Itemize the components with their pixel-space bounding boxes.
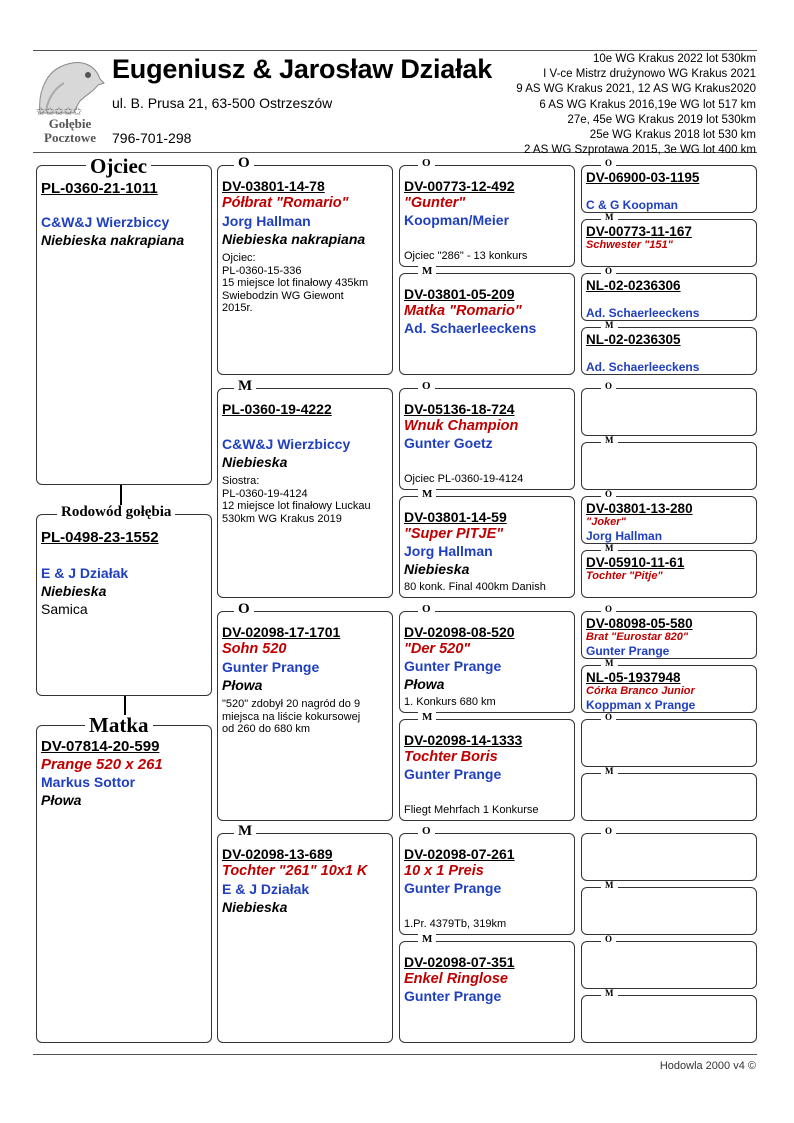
gen4-box[interactable]	[581, 665, 757, 713]
gen3-note: Ojciec PL-0360-19-4124	[404, 473, 524, 485]
achievement-line: 25e WG Krakus 2018 lot 530 km	[589, 129, 756, 142]
gen3-breeder: Gunter Prange	[404, 880, 502, 896]
mother-label: Matka	[85, 715, 153, 736]
gen2-name: Sohn 520	[222, 641, 287, 657]
svg-text:✩✩✩✩✩: ✩✩✩✩✩	[36, 105, 83, 117]
gen4-label: O	[601, 713, 616, 722]
gen2-label: M	[234, 824, 256, 839]
father-label: Ojciec	[86, 156, 151, 177]
mother-name: Prange 520 x 261	[41, 756, 163, 773]
gen4-label: M	[601, 544, 618, 553]
gen3-name: Tochter Boris	[404, 749, 498, 765]
gen3-box[interactable]	[399, 273, 575, 375]
gen4-box[interactable]	[581, 941, 757, 989]
father-breeder: C&W&J Wierzbiccy	[41, 214, 170, 230]
gen2-color: Niebieska	[222, 899, 288, 915]
gen2-breeder: E & J Działak	[222, 881, 310, 897]
mother-ring: DV-07814-20-599	[41, 738, 160, 755]
gen3-box[interactable]	[399, 496, 575, 598]
gen4-ring: NL-05-1937948	[586, 670, 681, 685]
gen3-label: O	[418, 158, 435, 169]
subject-breeder: E & J Działak	[41, 565, 129, 581]
gen4-box[interactable]	[581, 165, 757, 213]
gen4-label: M	[601, 989, 618, 998]
breeder-title: Eugeniusz & Jarosław Działak	[112, 54, 493, 84]
gen3-name: Wnuk Champion	[404, 418, 519, 434]
top-rule	[33, 50, 757, 51]
gen4-label: M	[601, 213, 618, 222]
gen3-name: Enkel Ringlose	[404, 971, 508, 987]
gen4-label: M	[601, 881, 618, 890]
gen3-breeder: Jorg Hallman	[404, 543, 493, 559]
gen3-note: 1.Pr. 4379Tb, 319km	[404, 918, 507, 930]
gen3-label: M	[418, 266, 436, 277]
gen3-box[interactable]	[399, 611, 575, 713]
gen3-ring: DV-03801-14-59	[404, 509, 507, 525]
gen3-color: Płowa	[404, 676, 445, 692]
gen3-breeder: Koopman/Meier	[404, 212, 510, 228]
gen4-breeder: Ad. Schaerleeckens	[586, 360, 700, 374]
subject-color: Niebieska	[41, 583, 107, 599]
footer-credit: Hodowla 2000 v4 ©	[659, 1060, 756, 1072]
gen3-breeder: Gunter Goetz	[404, 435, 493, 451]
gen3-name: "Super PITJE"	[404, 526, 504, 542]
gen4-label: O	[601, 382, 616, 391]
gen4-breeder: Gunter Prange	[586, 644, 670, 658]
gen4-label: M	[601, 659, 618, 668]
gen3-box[interactable]	[399, 388, 575, 490]
gen2-breeder: Jorg Hallman	[222, 213, 311, 229]
gen2-note: "520" zdobył 20 nagród do 9 miejsca na liście kokursowej od 260 do 680 km	[222, 698, 361, 735]
gen2-label: M	[234, 379, 256, 394]
achievement-line: 10e WG Krakus 2022 lot 530km	[593, 53, 756, 65]
gen4-breeder: C & G Koopman	[586, 198, 678, 212]
gen2-ring: DV-03801-14-78	[222, 178, 325, 194]
gen3-box[interactable]	[399, 941, 575, 1043]
gen2-color: Płowa	[222, 677, 263, 693]
gen3-ring: DV-02098-07-351	[404, 954, 515, 970]
gen4-name: Córka Branco Junior	[586, 685, 695, 697]
father-box[interactable]	[36, 165, 212, 485]
gen3-name: "Der 520"	[404, 641, 471, 657]
gen4-ring: DV-00773-11-167	[586, 224, 692, 239]
achievement-line: I V-ce Mistrz drużynowo WG Krakus 2021	[543, 68, 756, 81]
gen2-breeder: C&W&J Wierzbiccy	[222, 436, 351, 452]
gen3-breeder: Ad. Schaerleeckens	[404, 320, 537, 336]
gen4-name: Brat "Eurostar 820"	[586, 631, 689, 643]
gen2-box[interactable]	[217, 611, 393, 821]
gen2-name: Tochter "261" 10x1 K	[222, 863, 368, 879]
gen2-box[interactable]	[217, 165, 393, 375]
gen3-note: 80 konk. Final 400km Danish	[404, 581, 546, 593]
gen4-box[interactable]	[581, 442, 757, 490]
gen3-label: O	[418, 826, 435, 837]
gen4-box[interactable]	[581, 550, 757, 598]
pigeon-logo	[34, 55, 106, 147]
gen2-label: O	[234, 602, 254, 617]
gen4-ring: DV-05910-11-61	[586, 555, 685, 570]
gen3-box[interactable]	[399, 165, 575, 267]
gen3-ring: DV-03801-05-209	[404, 286, 515, 302]
gen4-name: Schwester "151"	[586, 239, 673, 251]
subject-ring: PL-0498-23-1552	[41, 529, 159, 546]
gen4-box[interactable]	[581, 719, 757, 767]
gen4-box[interactable]	[581, 496, 757, 544]
gen4-name: Tochter "Pitje"	[586, 570, 663, 582]
gen2-name: Półbrat "Romario"	[222, 195, 349, 211]
gen2-box[interactable]	[217, 833, 393, 1043]
gen3-name: Matka "Romario"	[404, 303, 522, 319]
achievements-list	[516, 52, 756, 158]
achievement-line: 6 AS WG Krakus 2016,19e WG lot 517 km	[539, 98, 756, 111]
gen3-name: "Gunter"	[404, 195, 466, 211]
gen4-ring: DV-08098-05-580	[586, 616, 693, 631]
gen4-box[interactable]	[581, 887, 757, 935]
gen3-label: O	[418, 381, 435, 392]
mother-breeder: Markus Sottor	[41, 774, 136, 790]
gen4-breeder: Ad. Schaerleeckens	[586, 306, 700, 320]
gen2-note: Ojciec: PL-0360-15-336 15 miejsce lot finałowy 435km Swiebodzin WG Giewont 2015r.	[222, 252, 369, 314]
gen2-note: Siostra: PL-0360-19-4124 12 miejsce lot finałowy Luckau 530km WG Krakus 2019	[222, 475, 371, 525]
gen4-label: O	[601, 935, 616, 944]
gen4-label: M	[601, 767, 618, 776]
connector-line	[120, 484, 122, 506]
mother-box[interactable]	[36, 725, 212, 1043]
subject-label: Rodowód gołębia	[57, 505, 175, 520]
gen3-ring: DV-00773-12-492	[404, 178, 515, 194]
pigeon-head-icon	[34, 55, 106, 117]
gen3-label: M	[418, 489, 436, 500]
gen4-breeder: Koppman x Prange	[586, 698, 696, 712]
gen3-label: M	[418, 712, 436, 723]
gen3-label: M	[418, 934, 436, 945]
gen3-ring: DV-02098-07-261	[404, 846, 515, 862]
gen3-breeder: Gunter Prange	[404, 988, 502, 1004]
gen3-breeder: Gunter Prange	[404, 658, 502, 674]
gen3-label: O	[418, 604, 435, 615]
subject-box[interactable]	[36, 514, 212, 696]
gen4-ring: NL-02-0236305	[586, 332, 681, 347]
gen4-ring: NL-02-0236306	[586, 278, 681, 293]
gen3-ring: DV-02098-08-520	[404, 624, 515, 640]
gen3-note: Fliegt Mehrfach 1 Konkurse	[404, 804, 539, 816]
gen4-box[interactable]	[581, 773, 757, 821]
gen4-box[interactable]	[581, 833, 757, 881]
gen3-color: Niebieska	[404, 561, 470, 577]
breeder-phone: 796-701-298	[112, 130, 192, 146]
gen2-ring: PL-0360-19-4222	[222, 401, 332, 417]
gen2-ring: DV-02098-13-689	[222, 846, 333, 862]
gen4-box[interactable]	[581, 611, 757, 659]
gen2-label: O	[234, 156, 254, 171]
gen4-label: O	[601, 159, 616, 168]
gen4-label: M	[601, 321, 618, 330]
gen4-breeder: Jorg Hallman	[586, 529, 663, 543]
mother-color: Płowa	[41, 792, 82, 808]
logo-brand-text: Gołębie Pocztowe	[44, 116, 96, 145]
gen2-breeder: Gunter Prange	[222, 659, 320, 675]
subject-sex: Samica	[41, 601, 88, 617]
gen4-label: O	[601, 605, 616, 614]
gen3-box[interactable]	[399, 719, 575, 821]
gen2-ring: DV-02098-17-1701	[222, 624, 341, 640]
achievement-line: 2 AS WG Szprotawa 2015, 3e WG lot 400 km	[523, 144, 756, 157]
gen2-color: Niebieska	[222, 454, 288, 470]
gen4-label: O	[601, 827, 616, 836]
gen4-box[interactable]	[581, 219, 757, 267]
gen2-color: Niebieska nakrapiana	[222, 231, 366, 247]
gen3-box[interactable]	[399, 833, 575, 935]
father-ring: PL-0360-21-1011	[41, 180, 158, 197]
father-color: Niebieska nakrapiana	[41, 232, 185, 248]
gen4-label: O	[601, 267, 616, 276]
gen3-ring: DV-05136-18-724	[404, 401, 515, 417]
gen4-label: M	[601, 436, 618, 445]
gen3-note: 1. Konkurs 680 km	[404, 696, 496, 708]
breeder-address: ul. B. Prusa 21, 63-500 Ostrzeszów	[112, 95, 333, 111]
gen4-box[interactable]	[581, 327, 757, 375]
gen2-box[interactable]	[217, 388, 393, 598]
gen4-label: O	[601, 490, 616, 499]
gen3-name: 10 x 1 Preis	[404, 863, 484, 879]
gen4-ring: DV-06900-03-1195	[586, 170, 700, 185]
gen3-breeder: Gunter Prange	[404, 766, 502, 782]
gen4-ring: DV-03801-13-280	[586, 501, 693, 516]
gen3-ring: DV-02098-14-1333	[404, 732, 523, 748]
achievement-line: 27e, 45e WG Krakus 2019 lot 530km	[567, 113, 756, 126]
gen4-box[interactable]	[581, 273, 757, 321]
gen3-note: Ojciec "286" - 13 konkurs	[404, 250, 528, 262]
gen4-name: "Joker"	[586, 516, 626, 528]
bottom-rule	[33, 1054, 757, 1055]
gen4-box[interactable]	[581, 388, 757, 436]
achievement-line: 9 AS WG Krakus 2021, 12 AS WG Krakus2020	[516, 83, 756, 96]
gen4-box[interactable]	[581, 995, 757, 1043]
